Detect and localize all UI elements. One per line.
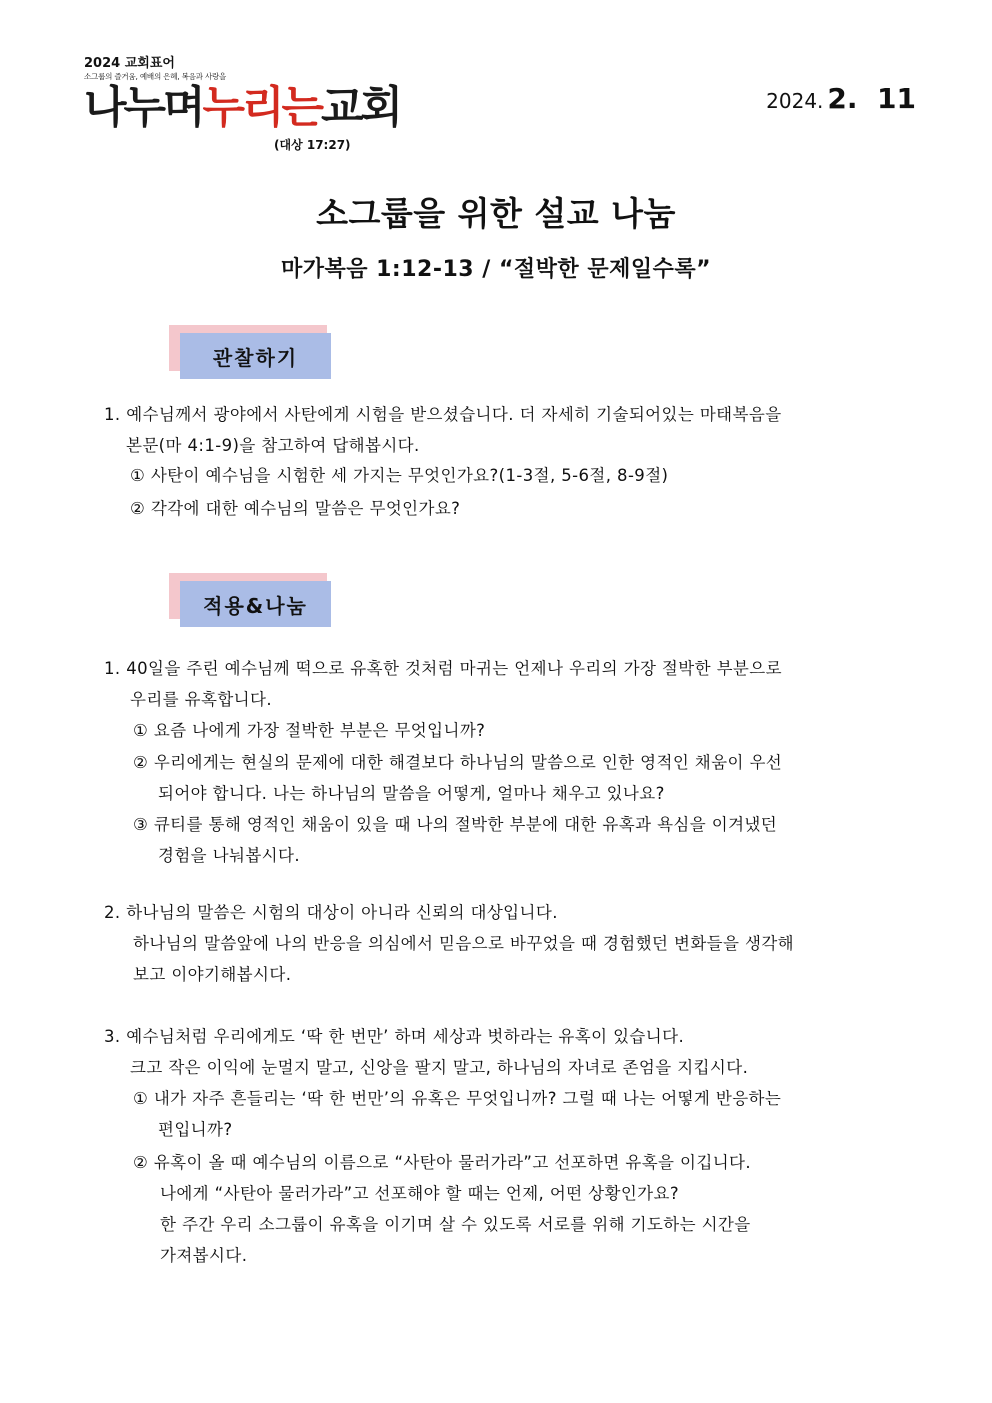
date-year: 2024. xyxy=(766,89,824,113)
logo-year: 2024 교회표어 xyxy=(84,56,175,71)
q1-line: 되어야 합니다. 나는 하나님의 말씀을 어떻게, 얼마나 채우고 있나요? xyxy=(158,784,665,803)
section-label-text: 적용&나눔 xyxy=(180,581,331,627)
logo-part2: 누리는 xyxy=(202,82,322,133)
q1-line: 1. 40일을 주린 예수님께 떡으로 유혹한 것처럼 마귀는 언제나 우리의 가장 절박한 부분으로 xyxy=(104,659,782,678)
q1-line: ② 우리에게는 현실의 문제에 대한 해결보다 하나님의 말씀으로 인한 영적인 채움이 우선 xyxy=(133,753,783,772)
q1-line: 경험을 나눠봅시다. xyxy=(158,846,301,865)
q3-line: ① 내가 자주 흔들리는 ‘딱 한 번만’의 유혹은 무엇입니까? 그럴 때 나는 어떻게 반응하는 xyxy=(133,1089,782,1108)
q3-line: 한 주간 우리 소그룹이 유혹을 이기며 살 수 있도록 서로를 위해 기도하는 시간을 xyxy=(160,1215,751,1234)
q3-line: 3. 예수님처럼 우리에게도 ‘딱 한 번만’ 하며 세상과 벗하라는 유혹이 있습니다. xyxy=(104,1027,685,1046)
section-label-text: 관찰하기 xyxy=(180,333,331,379)
page-title: 소그룹을 위한 설교 나눔 xyxy=(316,194,676,233)
q2-line: 보고 이야기해봅시다. xyxy=(133,965,292,984)
q2-line: 2. 하나님의 말씀은 시험의 대상이 아니라 신뢰의 대상입니다. xyxy=(104,903,558,922)
q1-line: 우리를 유혹합니다. xyxy=(130,690,273,709)
church-logo xyxy=(84,80,400,136)
q3-line: ② 유혹이 올 때 예수님의 이름으로 “사탄아 물러가라”고 선포하면 유혹을 이깁니다. xyxy=(133,1153,752,1172)
q3-line: 크고 작은 이익에 눈멀지 말고, 신앙을 팔지 말고, 하나님의 자녀로 존엄을 지킵시다. xyxy=(130,1058,749,1077)
page-subtitle: 마가복음 1:12-13 / “절박한 문제일수록” xyxy=(280,257,712,282)
section-label-apply xyxy=(169,573,329,625)
section-label-observe xyxy=(169,325,329,377)
q3-line: 나에게 “사탄아 물러가라”고 선포해야 할 때는 언제, 어떤 상황인가요? xyxy=(160,1184,680,1203)
date xyxy=(766,82,916,115)
q3-line: 편입니까? xyxy=(158,1120,233,1139)
s1-line: 1. 예수님께서 광야에서 사탄에게 시험을 받으셨습니다. 더 자세히 기술되어있는 마태복음을 xyxy=(104,405,782,424)
logo-tagline: 소그룹의 즐거움, 예배의 은혜, 복음과 사랑을 xyxy=(84,72,227,81)
date-month-day: 2. 11 xyxy=(827,82,916,115)
logo-part1: 나누며 xyxy=(84,82,203,133)
q1-line: ① 요즘 나에게 가장 절박한 부분은 무엇입니까? xyxy=(133,721,486,740)
s1-line: ① 사탄이 예수님을 시험한 세 가지는 무엇인가요?(1-3절, 5-6절, 8-9절) xyxy=(130,466,669,485)
s1-line: 본문(마 4:1-9)을 참고하여 답해봅시다. xyxy=(126,436,420,455)
logo-scripture-ref: (대상 17:27) xyxy=(274,138,351,152)
q2-line: 하나님의 말씀앞에 나의 반응을 의심에서 믿음으로 바꾸었을 때 경험했던 변화들을 생각해 xyxy=(133,934,794,953)
q1-line: ③ 큐티를 통해 영적인 채움이 있을 때 나의 절박한 부분에 대한 유혹과 욕심을 이겨냈던 xyxy=(133,815,778,834)
q3-line: 가져봅시다. xyxy=(160,1246,248,1265)
s1-line: ② 각각에 대한 예수님의 말씀은 무엇인가요? xyxy=(130,499,461,518)
logo-part3: 교회 xyxy=(321,82,401,133)
